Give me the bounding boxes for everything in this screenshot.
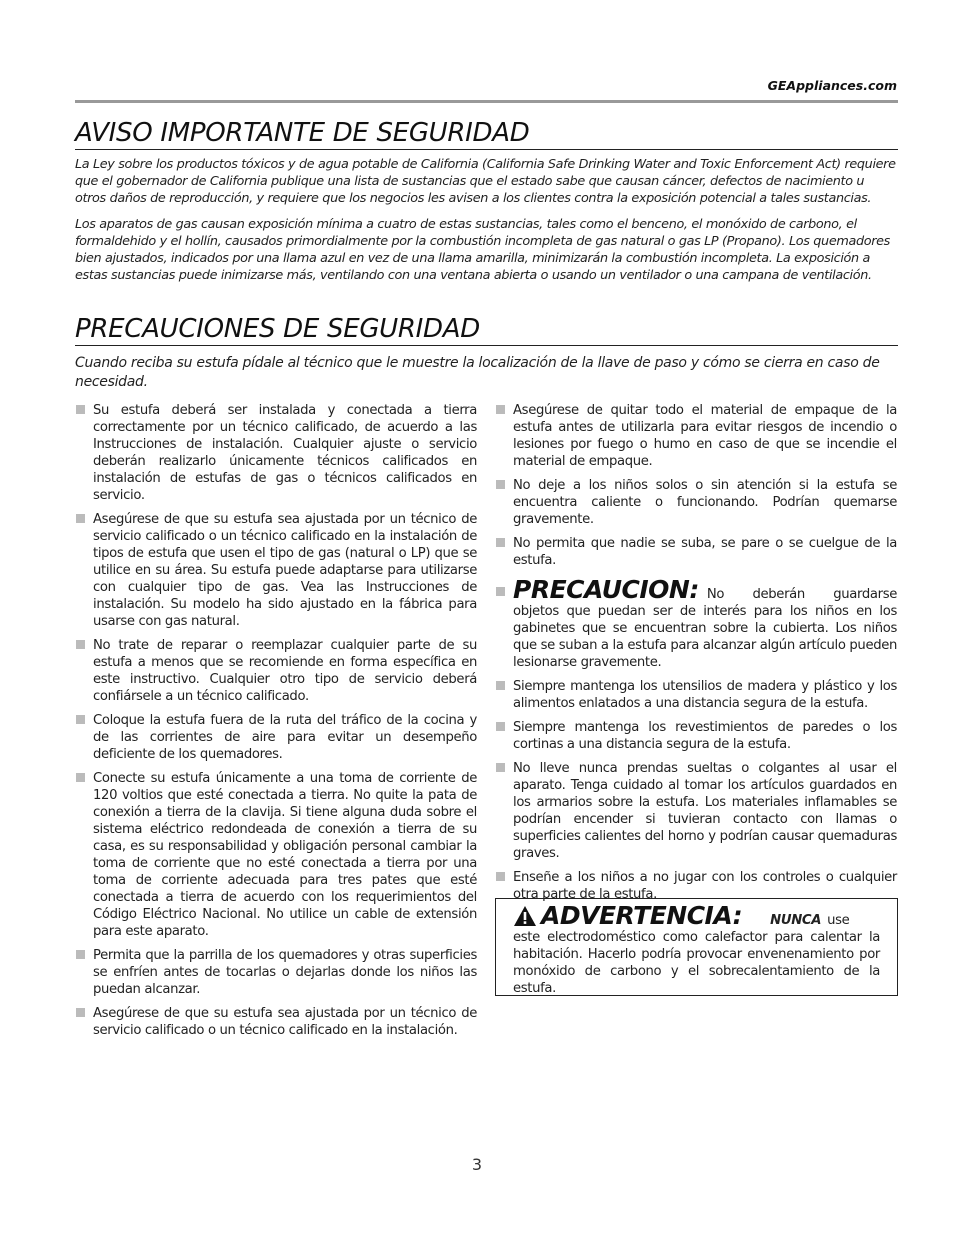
warning-triangle-icon <box>513 905 537 927</box>
list-item: Permita que la parrilla de los quemadores y otras superficies se enfríen antes de tocarlas o dejarlas donde los niños las puedan alcanzar. <box>75 947 477 998</box>
advertencia-text: use este electrodoméstico como calefactor para calentar la habitación. Hacerlo podría provocar envenenamiento por monóxido de carbono y el sobrecalentamiento de la estufa. <box>513 913 880 996</box>
advertencia-nunca: NUNCA <box>770 913 822 928</box>
list-item: Asegúrese de quitar todo el material de empaque de la estufa antes de utilizarla para evitar riesgos de incendio o lesiones por fuego o humo en caso de que se incendie el material de empaque. <box>495 402 897 470</box>
bullet-square-icon <box>496 587 505 596</box>
bullet-square-icon <box>496 681 505 690</box>
list-item: No trate de reparar o reemplazar cualquier parte de su estufa a menos que se recomiende en forma específica en este instructivo. Cualquier otro tipo de servicio deberá confiársele a un técnico calificado. <box>75 637 477 705</box>
advertencia-box <box>495 898 898 996</box>
list-item: Asegúrese de que su estufa sea ajustada por un técnico de servicio calificado o un técnico calificado en la instalación. <box>75 1005 477 1039</box>
list-item: Siempre mantenga los revestimientos de paredes o los cortinas a una distancia segura de la estufa. <box>495 719 897 753</box>
list-item: Su estufa deberá ser instalada y conectada a tierra correctamente por un técnico calificado, de acuerdo a las Instrucciones de instalación. Cualquier ajuste o servicio deberán realizarlo únicamente técnicos calificados en instalación de estufas de gas o técnicos calificados en servicio. <box>75 402 477 504</box>
page-number: 3 <box>471 1155 483 1174</box>
list-item: Coloque la estufa fuera de la ruta del tráfico de la cocina y de las corrientes de aire para evitar un desempeño deficiente de los quemadores. <box>75 712 477 763</box>
list-item: Conecte su estufa únicamente a una toma de corriente de 120 voltios que esté conectada a tierra. No quite la pata de conexión a tierra de la clavija. Si tiene alguna duda sobre el sistema eléctrico redondeada de conexión a tierra de su casa, es su responsabilidad y obligación personal cambiar la toma de corriente que no esté conectada a tierra por una toma de corriente adecuada para tres pates que esté conectada a tierra de acuerdo con los requerimientos del Código Eléctrico Nacional. No utilice un cable de extensión para este aparato. <box>75 770 477 940</box>
bullet-square-icon <box>496 538 505 547</box>
site-url: GEAppliances.com <box>767 78 897 93</box>
aviso-paragraph-2: Los aparatos de gas causan exposición mínima a cuatro de estas sustancias, tales como el benceno, el monóxido de carbono, el formaldehido y el hollín, causados primordialmente por la combustión incompleta de gas natural o gas LP (Propano). Los quemadores bien ajustados, indicados por una llama azul en vez de una llama amarilla, minimizarán la combustión incompleta. La exposición a estas sustancias puede inimizarse más, ventilando con una ventana abierta o usando un ventilador o una campana de ventilación. <box>75 217 890 283</box>
list-item: No permita que nadie se suba, se pare o se cuelgue de la estufa. <box>495 535 897 569</box>
bullet-square-icon <box>496 872 505 881</box>
list-item: No lleve nunca prendas sueltas o colgantes al usar el aparato. Tenga cuidado al tomar los artículos guardados en los armarios sobre la estufa. Los materiales inflamables se podrían encender si tuvieran contacto con llamas o superficies calientes del horno y podrían causar quemaduras graves. <box>495 760 897 862</box>
bullet-square-icon <box>76 514 85 523</box>
list-item: Enseñe a los niños a no jugar con los controles o cualquier otra parte de la estufa. <box>495 869 897 903</box>
advertencia-paragraph <box>513 901 880 997</box>
bullet-square-icon <box>76 640 85 649</box>
bullet-square-icon <box>76 1008 85 1017</box>
right-column <box>495 402 897 910</box>
header-rule <box>75 100 898 103</box>
list-item: Siempre mantenga los utensilios de madera y plástico y los alimentos enlatados a una distancia segura de la estufa. <box>495 678 897 712</box>
bullet-square-icon <box>76 773 85 782</box>
precaucion-item <box>495 575 897 671</box>
bullet-square-icon <box>76 715 85 724</box>
precauciones-intro: Cuando reciba su estufa pídale al técnico que le muestre la localización de la llave de paso y cómo se cierra en caso de necesidad. <box>75 355 880 390</box>
aviso-paragraph-1: La Ley sobre los productos tóxicos y de agua potable de California (California Safe Drinking Water and Toxic Enforcement Act) requiere que el gobernador de California publique una lista de sustancias que el estado sabe que causan cáncer, defectos de nacimiento u otros daños de reproducción, y requiere que los negocios les avisen a los clientes contra la exposición potencial a tales sustancias. <box>75 157 896 206</box>
bullet-square-icon <box>496 722 505 731</box>
section-title-aviso: AVISO IMPORTANTE DE SEGURIDAD <box>75 118 898 150</box>
bullet-square-icon <box>76 950 85 959</box>
advertencia-heading: ADVERTENCIA: <box>541 901 743 930</box>
list-item: No deje a los niños solos o sin atención si la estufa se encuentra caliente o funcionando. Podrían quemarse gravemente. <box>495 477 897 528</box>
precaucion-heading: PRECAUCION: <box>513 575 699 604</box>
bullet-square-icon <box>496 405 505 414</box>
left-column <box>75 402 477 1046</box>
section-title-precauciones: PRECAUCIONES DE SEGURIDAD <box>75 314 898 346</box>
bullet-square-icon <box>76 405 85 414</box>
bullet-square-icon <box>496 763 505 772</box>
list-item: Asegúrese de que su estufa sea ajustada por un técnico de servicio calificado o un técnico calificado en la instalación de tipos de estufa que usen el tipo de gas (natural o LP) que se utilice en su área. Su estufa puede adaptarse para utilizarse con cualquier tipo de gas. Vea las Instrucciones de instalación. Su modelo ha sido ajustado en la fábrica para usarse con gas natural. <box>75 511 477 630</box>
precaucion-text: No deberán guardarse objetos que puedan ser de interés para los niños en los gabinetes que se encuentran sobre la cubierta. Los niños que se suban a la estufa para alcanzar algún artículo pueden lesionarse gravemente. <box>513 587 897 670</box>
bullet-square-icon <box>496 480 505 489</box>
